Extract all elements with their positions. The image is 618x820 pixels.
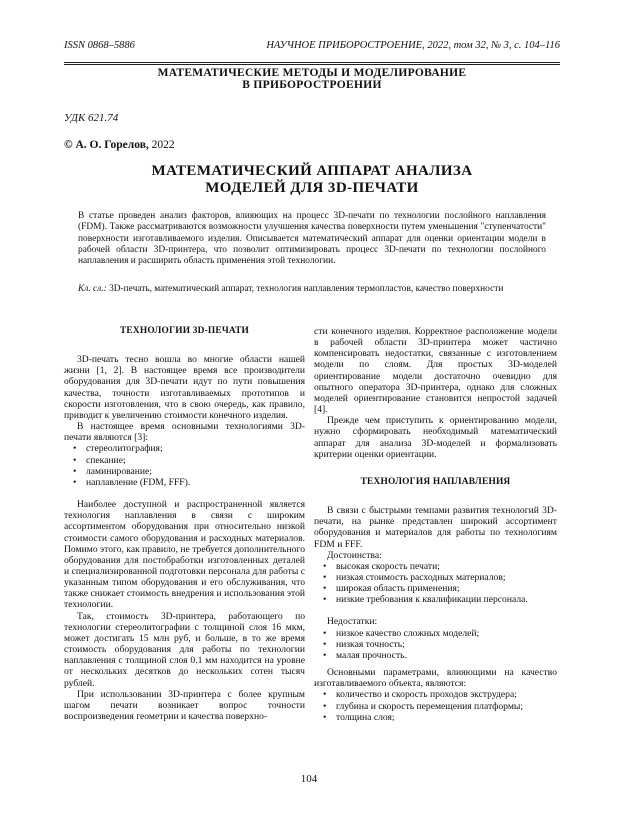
udk-code: УДК 621.74: [64, 112, 119, 124]
right-column: [314, 326, 557, 723]
list-item: • низкая стоимость расходных материалов;: [314, 572, 557, 583]
advantages-label: Достоинства:: [327, 549, 382, 561]
article-title: [64, 163, 560, 197]
title-line-1: МАТЕМАТИЧЕСКИЙ АППАРАТ АНАЛИЗА: [151, 163, 473, 179]
list-item: • широкая область применения;: [314, 583, 557, 594]
technologies-list: [64, 443, 305, 488]
disadvantages-list: [314, 628, 557, 661]
copyright-icon: ©: [64, 139, 73, 151]
running-header: [64, 40, 560, 51]
paragraph: В связи с быстрыми темпами развития технологий 3D-печати, на рынке представлен широкий ассортимент оборудования и материалов для работы по технологиям FDM и FFF.: [314, 505, 557, 550]
abstract: В статье проведен анализ факторов, влияющих на процесс 3D-печати по технологии послойного наплавления (FDM). Также рассматриваются возможности улучшения качества поверхности путем уменьшения "ступенчатости" поверхности изготавливаемого изделия. Описывается математический аппарат для оценки ориентации модели в рабочей области 3D-принтера, что позволит оптимизировать процесс 3D-печати по технологии послойного наплавления и расширить область применения этой технологии.: [78, 211, 546, 267]
list-item: • высокая скорость печати;: [314, 561, 557, 572]
list-item: • малая прочность.: [314, 650, 557, 661]
page-number: 104: [300, 773, 318, 785]
keywords: [78, 284, 546, 295]
paragraph: Так, стоимость 3D-принтера, работающего по технологии стереолитографии с толщиной слоя 16 мкм, может достигать 15 млн руб, и больше, в то же время стоимость оборудования для работы по технологии наплавления с толщиной слоя 0.1 мм находится на уровне от нескольких десятков до нескольких сотен тысяч рублей.: [64, 610, 305, 689]
parameters-list: [314, 689, 557, 722]
section-heading-technologies: ТЕХНОЛОГИИ 3D-ПЕЧАТИ: [119, 326, 250, 336]
section-title: [64, 67, 560, 91]
left-column: [64, 326, 305, 722]
paragraph: В настоящее время основными технологиями 3D-печати являются [3]:: [64, 421, 305, 444]
title-line-2: МОДЕЛЕЙ ДЛЯ 3D-ПЕЧАТИ: [205, 180, 419, 196]
section-heading-fdm: ТЕХНОЛОГИЯ НАПЛАВЛЕНИЯ: [360, 476, 511, 487]
paragraph: 3D-печать тесно вошла во многие области нашей жизни [1, 2]. В настоящее время все производители оборудования для 3D-печати идут по пути повышения качества, точности изготавливаемых прототипов и скорости изготовления, что в свою очередь, как правило, приводит к увеличению стоимости конечного изделия.: [64, 354, 305, 421]
author-line: [64, 139, 175, 151]
list-item: • ламинирование;: [64, 466, 305, 477]
author-year: 2022: [151, 139, 175, 151]
keywords-label: Кл. сл.:: [78, 284, 107, 294]
list-item: • низкие требования к квалификации персонала.: [314, 594, 557, 605]
paragraph: сти конечного изделия. Корректное расположение модели в рабочей области 3D-принтера может частично компенсировать недостатки, связанные с изготовлением модели по слоям. Для простых 3D-моделей ориентирование модели достаточно очевидно для опытного оператора 3D-принтера, однако для сложных моделей ориентирование становится непростой задачей [4].: [314, 326, 557, 416]
paragraph: При использовании 3D-принтера с более крупным шагом печати возникает вопрос точности воспроизведения геометрии и качества поверхно-: [64, 688, 305, 722]
list-item: • наплавление (FDM, FFF).: [64, 477, 305, 488]
header-rule-2: [64, 64, 560, 65]
list-item: • глубина и скорость перемещения платформы;: [314, 701, 557, 712]
list-item: • толщина слоя;: [314, 712, 557, 723]
disadvantages-label: Недостатки:: [327, 616, 378, 628]
list-item: • спекание;: [64, 455, 305, 466]
header-rule: [64, 62, 560, 63]
section-line-1: МАТЕМАТИЧЕСКИЕ МЕТОДЫ И МОДЕЛИРОВАНИЕ: [157, 67, 467, 79]
advantages-list: [314, 561, 557, 606]
author-name: А. О. Горелов,: [75, 139, 149, 151]
paragraph: Прежде чем приступить к ориентированию модели, нужно сформировать необходимый математический аппарат для анализа 3D-моделей и формализовать критерии оценки ориентации.: [314, 415, 557, 460]
list-item: • низкая точность;: [314, 639, 557, 650]
section-line-2: В ПРИБОРОСТРОЕНИИ: [242, 79, 382, 91]
paragraph: Наиболее доступной и распространенной является технология наплавления в связи с широким ассортиментом оборудования при относительно низкой стоимости самого оборудования и расходных материалов. Помимо этого, как правило, не требуется дополнительного оборудования для постобработки изготовленных деталей и специализированной подготовки персонала для работы с указанным типом оборудования и его обслуживания, что также снижает стоимость внедрения и использования этой технологии.: [64, 499, 305, 611]
issn: ISSN 0868–5886: [64, 40, 135, 51]
list-item: • стереолитография;: [64, 443, 305, 454]
journal-citation: НАУЧНОЕ ПРИБОРОСТРОЕНИЕ, 2022, том 32, № 3, c. 104–116: [266, 40, 560, 51]
paragraph: Основными параметрами, влияющими на качество изготавливаемого объекта, являются:: [314, 667, 557, 690]
list-item: • низкое качество сложных моделей;: [314, 628, 557, 639]
keywords-text: 3D-печать, математический аппарат, технология наплавления термопластов, качество поверхности: [109, 284, 504, 294]
list-item: • количество и скорость проходов экструдера;: [314, 689, 557, 700]
